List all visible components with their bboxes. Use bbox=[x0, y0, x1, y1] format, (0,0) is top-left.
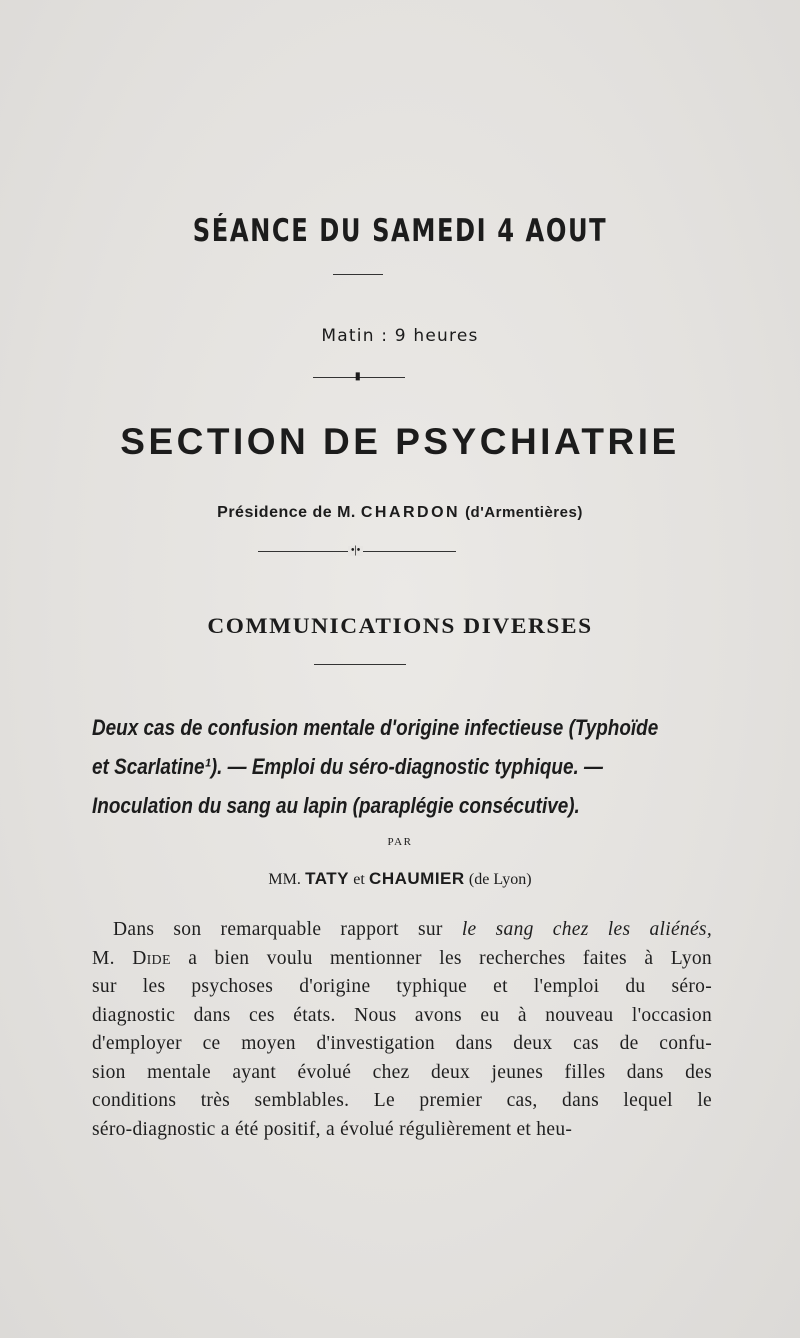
cited-author: M. Dide bbox=[92, 947, 171, 969]
article-title-line: Inoculation du sang au lapin (paraplégie consécutive). bbox=[92, 793, 580, 818]
par-label: PAR bbox=[387, 836, 413, 848]
authors-city: (de Lyon) bbox=[468, 871, 532, 888]
body-line: diagnostic dans ces états. Nous avons eu à nouveau l'occasion bbox=[92, 1004, 712, 1026]
communications-title: COMMUNICATIONS DIVERSES bbox=[207, 613, 593, 638]
divider-rule bbox=[333, 274, 383, 275]
article-title-line: et Scarlatine¹). — Emploi du séro-diagnostic typhique. — bbox=[92, 754, 603, 779]
body-paragraph bbox=[92, 916, 712, 1144]
authors-conjunction: et bbox=[353, 871, 365, 888]
body-line bbox=[92, 945, 712, 974]
body-line: d'employer ce moyen d'investigation dans deux cas de confu- bbox=[92, 1033, 712, 1054]
body-line bbox=[92, 916, 712, 945]
body-line: séro-diagnostic a été positif, a évolué régulièrement et heu- bbox=[92, 1118, 573, 1140]
body-line: sion mentale ayant évolué chez deux jeunes filles dans des bbox=[92, 1061, 712, 1083]
article-title-line: Deux cas de confusion mentale d'origine infectieuse (Typhoïde bbox=[92, 715, 659, 740]
presidence-line bbox=[0, 504, 800, 522]
body-line: conditions très semblables. Le premier cas, dans lequel le bbox=[92, 1090, 712, 1111]
body-text-run: Dans son remarquable rapport sur bbox=[113, 919, 462, 940]
president-place: (d'Armentières) bbox=[465, 504, 583, 521]
ornament-dot: ▮ bbox=[355, 371, 361, 382]
president-name: CHARDON bbox=[360, 504, 461, 521]
presidence-prefix: Présidence de M. bbox=[217, 504, 356, 521]
divider-rule bbox=[314, 664, 406, 665]
author-name: TATY bbox=[305, 869, 349, 888]
body-text-run: a bien voulu mentionner les recherches faites à Lyon bbox=[170, 947, 712, 969]
ornament-dots: •|• bbox=[348, 546, 363, 556]
body-italic-run: le sang chez les aliénés, bbox=[461, 919, 712, 940]
body-line: sur les psychoses d'origine typhique et l'emploi du séro- bbox=[92, 976, 712, 997]
author-name: CHAUMIER bbox=[369, 869, 465, 888]
section-title: SECTION DE PSYCHIATRIE bbox=[120, 421, 680, 462]
seance-title: SÉANCE DU SAMEDI 4 AOUT bbox=[192, 213, 608, 249]
session-time: Matin : 9 heures bbox=[321, 326, 479, 346]
authors-prefix: MM. bbox=[268, 871, 301, 888]
authors-line bbox=[0, 869, 800, 889]
